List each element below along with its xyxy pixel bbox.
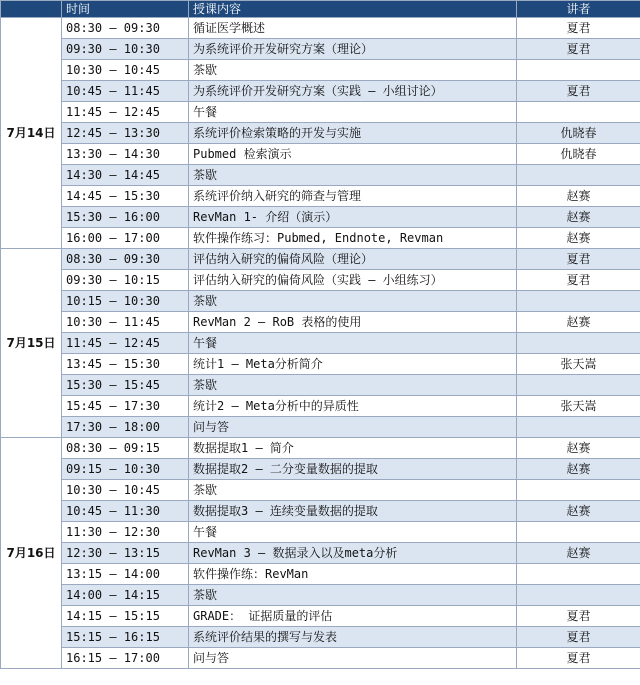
session-time: 10:30 – 10:45: [62, 60, 189, 81]
schedule-row: [1, 606, 640, 627]
schedule-body: [1, 18, 640, 669]
schedule-row: [1, 123, 640, 144]
schedule-row: [1, 438, 640, 459]
session-speaker: 赵赛: [517, 207, 640, 228]
session-time: 15:15 – 16:15: [62, 627, 189, 648]
session-speaker: 夏君: [517, 81, 640, 102]
session-speaker: [517, 165, 640, 186]
schedule-row: [1, 375, 640, 396]
session-topic: 午餐: [189, 102, 517, 123]
session-topic: 茶歇: [189, 291, 517, 312]
header-blank: [1, 1, 62, 18]
schedule-row: [1, 249, 640, 270]
session-time: 14:15 – 15:15: [62, 606, 189, 627]
session-time: 12:45 – 13:30: [62, 123, 189, 144]
session-topic: RevMan 1- 介绍（演示）: [189, 207, 517, 228]
session-speaker: 仇晓春: [517, 144, 640, 165]
schedule-row: [1, 564, 640, 585]
schedule-row: [1, 207, 640, 228]
session-topic: 数据提取3 – 连续变量数据的提取: [189, 501, 517, 522]
schedule-row: [1, 396, 640, 417]
session-topic: 系统评价结果的撰写与发表: [189, 627, 517, 648]
session-speaker: 赵赛: [517, 438, 640, 459]
session-time: 08:30 – 09:30: [62, 249, 189, 270]
session-speaker: 赵赛: [517, 459, 640, 480]
session-speaker: 赵赛: [517, 228, 640, 249]
schedule-row: [1, 39, 640, 60]
session-speaker: [517, 375, 640, 396]
schedule-row: [1, 333, 640, 354]
day-label: 7月16日: [1, 438, 62, 669]
session-speaker: [517, 522, 640, 543]
session-topic: 系统评价检索策略的开发与实施: [189, 123, 517, 144]
session-topic: Pubmed 检索演示: [189, 144, 517, 165]
schedule-row: [1, 627, 640, 648]
session-speaker: [517, 291, 640, 312]
header-time: 时间: [62, 1, 189, 18]
session-speaker: [517, 480, 640, 501]
session-topic: 午餐: [189, 522, 517, 543]
schedule-row: [1, 228, 640, 249]
session-topic: 茶歇: [189, 585, 517, 606]
schedule-row: [1, 81, 640, 102]
session-time: 10:30 – 11:45: [62, 312, 189, 333]
session-speaker: [517, 564, 640, 585]
schedule-row: [1, 18, 640, 39]
session-speaker: 夏君: [517, 39, 640, 60]
session-speaker: 张天嵩: [517, 354, 640, 375]
session-time: 10:30 – 10:45: [62, 480, 189, 501]
schedule-row: [1, 144, 640, 165]
session-time: 14:30 – 14:45: [62, 165, 189, 186]
session-time: 08:30 – 09:15: [62, 438, 189, 459]
session-time: 13:15 – 14:00: [62, 564, 189, 585]
session-topic: GRADE： 证据质量的评估: [189, 606, 517, 627]
session-topic: 茶歇: [189, 60, 517, 81]
session-speaker: 夏君: [517, 249, 640, 270]
session-topic: 午餐: [189, 333, 517, 354]
session-time: 13:45 – 15:30: [62, 354, 189, 375]
session-topic: 循证医学概述: [189, 18, 517, 39]
session-topic: 数据提取1 – 简介: [189, 438, 517, 459]
session-time: 11:30 – 12:30: [62, 522, 189, 543]
session-speaker: [517, 102, 640, 123]
schedule-row: [1, 459, 640, 480]
session-topic: 茶歇: [189, 375, 517, 396]
session-topic: 问与答: [189, 648, 517, 669]
day-label: 7月14日: [1, 18, 62, 249]
schedule-row: [1, 270, 640, 291]
session-topic: 茶歇: [189, 480, 517, 501]
session-time: 15:45 – 17:30: [62, 396, 189, 417]
session-time: 16:00 – 17:00: [62, 228, 189, 249]
session-speaker: 夏君: [517, 606, 640, 627]
schedule-row: [1, 60, 640, 81]
session-time: 14:45 – 15:30: [62, 186, 189, 207]
session-speaker: 赵赛: [517, 186, 640, 207]
schedule-row: [1, 648, 640, 669]
schedule-row: [1, 354, 640, 375]
session-topic: 问与答: [189, 417, 517, 438]
day-label: 7月15日: [1, 249, 62, 438]
session-speaker: 夏君: [517, 627, 640, 648]
session-speaker: [517, 585, 640, 606]
session-topic: 茶歇: [189, 165, 517, 186]
session-speaker: 张天嵩: [517, 396, 640, 417]
session-time: 08:30 – 09:30: [62, 18, 189, 39]
schedule-row: [1, 522, 640, 543]
session-time: 10:45 – 11:30: [62, 501, 189, 522]
session-topic: 为系统评价开发研究方案（实践 – 小组讨论）: [189, 81, 517, 102]
schedule-row: [1, 480, 640, 501]
session-speaker: [517, 333, 640, 354]
schedule-row: [1, 501, 640, 522]
schedule-row: [1, 102, 640, 123]
session-speaker: 夏君: [517, 270, 640, 291]
session-time: 17:30 – 18:00: [62, 417, 189, 438]
session-topic: 统计1 – Meta分析简介: [189, 354, 517, 375]
schedule-row: [1, 291, 640, 312]
session-time: 09:15 – 10:30: [62, 459, 189, 480]
header-speaker: 讲者: [517, 1, 640, 18]
schedule-row: [1, 165, 640, 186]
schedule-row: [1, 543, 640, 564]
session-speaker: 夏君: [517, 18, 640, 39]
session-time: 11:45 – 12:45: [62, 333, 189, 354]
session-time: 14:00 – 14:15: [62, 585, 189, 606]
session-speaker: [517, 60, 640, 81]
schedule-row: [1, 417, 640, 438]
session-topic: 系统评价纳入研究的筛查与管理: [189, 186, 517, 207]
session-topic: 软件操作练：RevMan: [189, 564, 517, 585]
session-topic: 为系统评价开发研究方案（理论）: [189, 39, 517, 60]
session-time: 15:30 – 16:00: [62, 207, 189, 228]
session-topic: 数据提取2 – 二分变量数据的提取: [189, 459, 517, 480]
header-topic: 授课内容: [189, 1, 517, 18]
header-row: [1, 1, 640, 18]
session-speaker: 赵赛: [517, 501, 640, 522]
session-time: 10:45 – 11:45: [62, 81, 189, 102]
session-time: 09:30 – 10:15: [62, 270, 189, 291]
schedule-row: [1, 312, 640, 333]
session-topic: 软件操作练习：Pubmed, Endnote, Revman: [189, 228, 517, 249]
session-time: 10:15 – 10:30: [62, 291, 189, 312]
session-speaker: 夏君: [517, 648, 640, 669]
session-topic: 统计2 – Meta分析中的异质性: [189, 396, 517, 417]
session-speaker: 赵赛: [517, 543, 640, 564]
session-speaker: 赵赛: [517, 312, 640, 333]
session-time: 12:30 – 13:15: [62, 543, 189, 564]
schedule-row: [1, 186, 640, 207]
session-time: 13:30 – 14:30: [62, 144, 189, 165]
session-time: 09:30 – 10:30: [62, 39, 189, 60]
session-topic: 评估纳入研究的偏倚风险（理论）: [189, 249, 517, 270]
session-speaker: 仇晓春: [517, 123, 640, 144]
schedule-row: [1, 585, 640, 606]
session-topic: 评估纳入研究的偏倚风险（实践 – 小组练习）: [189, 270, 517, 291]
session-time: 15:30 – 15:45: [62, 375, 189, 396]
session-time: 11:45 – 12:45: [62, 102, 189, 123]
session-topic: RevMan 3 – 数据录入以及meta分析: [189, 543, 517, 564]
session-topic: RevMan 2 – RoB 表格的使用: [189, 312, 517, 333]
session-speaker: [517, 417, 640, 438]
session-time: 16:15 – 17:00: [62, 648, 189, 669]
